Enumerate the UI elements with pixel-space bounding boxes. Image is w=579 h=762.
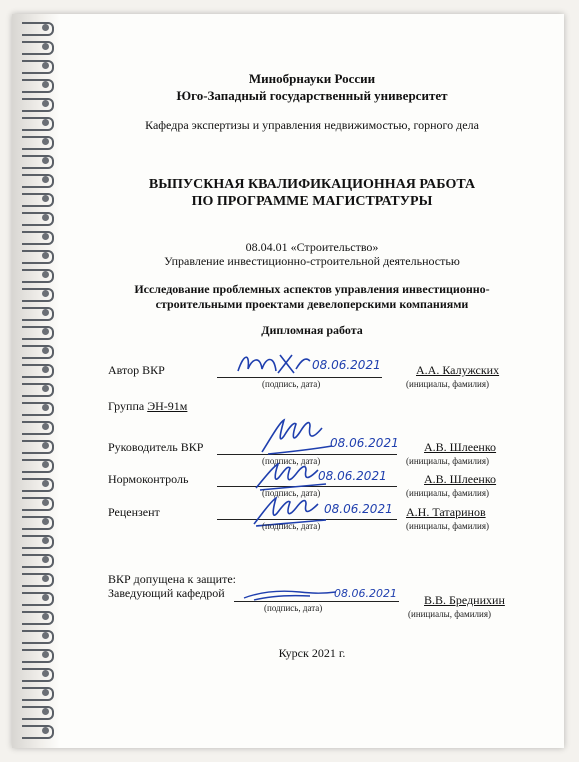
binding-ring bbox=[22, 269, 54, 283]
binding-hole bbox=[42, 290, 49, 297]
binding-ring bbox=[22, 421, 54, 435]
binding-ring bbox=[22, 516, 54, 530]
signature-date: 08.06.2021 bbox=[318, 469, 387, 483]
signature-date-hint: (подпись, дата) bbox=[262, 379, 321, 389]
binding-ring bbox=[22, 706, 54, 720]
binding-ring bbox=[22, 459, 54, 473]
binding-hole bbox=[42, 461, 49, 468]
binding-ring bbox=[22, 136, 54, 150]
binding-ring bbox=[22, 231, 54, 245]
topic-line-2: строительными проектами девелоперскими компаниями bbox=[155, 297, 469, 311]
group-value: ЭН-91м bbox=[147, 399, 188, 413]
binding-hole bbox=[42, 613, 49, 620]
binding-hole bbox=[42, 537, 49, 544]
supervisor-name: А.В. Шлеенко bbox=[424, 440, 497, 454]
signature-date: 08.06.2021 bbox=[312, 358, 381, 372]
binding-ring bbox=[22, 668, 54, 682]
binding-hole bbox=[42, 195, 49, 202]
work-type: Дипломная работа bbox=[261, 323, 363, 337]
binding-hole bbox=[42, 632, 49, 639]
binding-ring bbox=[22, 288, 54, 302]
role-author: Автор ВКР bbox=[108, 363, 165, 377]
admission-line-1: ВКР допущена к защите: bbox=[108, 572, 236, 586]
author-name: А.А. Калужских bbox=[416, 363, 500, 377]
binding-ring bbox=[22, 212, 54, 226]
binding-ring bbox=[22, 79, 54, 93]
title-line-2: ПО ПРОГРАММЕ МАГИСТРАТУРЫ bbox=[191, 194, 433, 209]
binding-hole bbox=[42, 138, 49, 145]
binding-hole bbox=[42, 594, 49, 601]
binding-hole bbox=[42, 670, 49, 677]
binding-ring bbox=[22, 193, 54, 207]
signature-date: 08.06.2021 bbox=[324, 502, 393, 516]
binding-hole bbox=[42, 480, 49, 487]
handwritten-signature bbox=[240, 580, 340, 604]
signature-date-hint: (подпись, дата) bbox=[262, 488, 321, 498]
binding-ring bbox=[22, 326, 54, 340]
binding-hole bbox=[42, 385, 49, 392]
signature-date-hint: (подпись, дата) bbox=[262, 456, 321, 466]
binding-ring bbox=[22, 497, 54, 511]
binding-hole bbox=[42, 214, 49, 221]
binding-ring bbox=[22, 630, 54, 644]
signature-date: 08.06.2021 bbox=[330, 436, 399, 450]
handwritten-signature bbox=[258, 416, 338, 456]
title-line-1: ВЫПУСКНАЯ КВАЛИФИКАЦИОННАЯ РАБОТА bbox=[148, 177, 476, 192]
handwritten-signature bbox=[234, 349, 314, 379]
binding-ring bbox=[22, 364, 54, 378]
binding-hole bbox=[42, 423, 49, 430]
binding-hole bbox=[42, 309, 49, 316]
binding-ring bbox=[22, 554, 54, 568]
binding-ring bbox=[22, 440, 54, 454]
binding-hole bbox=[42, 575, 49, 582]
binding-hole bbox=[42, 556, 49, 563]
group-field bbox=[108, 399, 187, 414]
binding-ring bbox=[22, 687, 54, 701]
head-name: В.В. Бреднихин bbox=[424, 593, 505, 607]
binding-ring bbox=[22, 174, 54, 188]
initials-hint: (инициалы, фамилия) bbox=[406, 488, 489, 498]
binding-hole bbox=[42, 24, 49, 31]
binding-hole bbox=[42, 727, 49, 734]
binding-ring bbox=[22, 383, 54, 397]
topic-line-1: Исследование проблемных аспектов управления инвестиционно- bbox=[134, 282, 490, 296]
binding-hole bbox=[42, 442, 49, 449]
binding-hole bbox=[42, 518, 49, 525]
role-reviewer: Рецензент bbox=[108, 505, 160, 519]
binding-ring bbox=[22, 98, 54, 112]
binding-hole bbox=[42, 366, 49, 373]
binding-ring bbox=[22, 592, 54, 606]
binding-ring bbox=[22, 649, 54, 663]
document-page bbox=[12, 14, 564, 748]
binding-ring bbox=[22, 611, 54, 625]
initials-hint: (инициалы, фамилия) bbox=[406, 456, 489, 466]
binding-ring bbox=[22, 535, 54, 549]
binding-hole bbox=[42, 328, 49, 335]
binding-hole bbox=[42, 708, 49, 715]
signature-date-hint: (подпись, дата) bbox=[262, 521, 321, 531]
university-name: Юго-Западный государственный университет bbox=[176, 88, 448, 103]
ministry-name: Минобрнауки России bbox=[248, 71, 376, 86]
binding-hole bbox=[42, 176, 49, 183]
binding-ring bbox=[22, 22, 54, 36]
binding-hole bbox=[42, 651, 49, 658]
signature-date: 08.06.2021 bbox=[334, 587, 397, 600]
initials-hint: (инициалы, фамилия) bbox=[408, 609, 491, 619]
program-profile: Управление инвестиционно-строительной деятельностью bbox=[164, 254, 460, 268]
role-supervisor: Руководитель ВКР bbox=[108, 440, 204, 454]
initials-hint: (инициалы, фамилия) bbox=[406, 379, 489, 389]
binding-ring bbox=[22, 725, 54, 739]
binding-ring bbox=[22, 307, 54, 321]
binding-hole bbox=[42, 499, 49, 506]
binding-hole bbox=[42, 100, 49, 107]
norm-control-name: А.В. Шлеенко bbox=[424, 472, 497, 486]
binding-hole bbox=[42, 271, 49, 278]
binding-ring bbox=[22, 402, 54, 416]
binding-ring bbox=[22, 41, 54, 55]
binding-hole bbox=[42, 157, 49, 164]
binding-ring bbox=[22, 60, 54, 74]
reviewer-name: А.Н. Татаринов bbox=[406, 505, 486, 519]
binding-ring bbox=[22, 250, 54, 264]
department-name: Кафедра экспертизы и управления недвижимостью, горного дела bbox=[145, 118, 479, 132]
group-label: Группа bbox=[108, 399, 145, 413]
binding-spine bbox=[12, 14, 60, 748]
binding-ring bbox=[22, 155, 54, 169]
head-of-department-label: Заведующий кафедрой bbox=[108, 586, 225, 600]
binding-hole bbox=[42, 689, 49, 696]
program-code: 08.04.01 «Строительство» bbox=[245, 240, 379, 254]
binding-ring bbox=[22, 345, 54, 359]
binding-hole bbox=[42, 119, 49, 126]
binding-hole bbox=[42, 43, 49, 50]
binding-hole bbox=[42, 81, 49, 88]
binding-hole bbox=[42, 233, 49, 240]
binding-ring bbox=[22, 117, 54, 131]
binding-hole bbox=[42, 347, 49, 354]
binding-hole bbox=[42, 62, 49, 69]
initials-hint: (инициалы, фамилия) bbox=[406, 521, 489, 531]
binding-ring bbox=[22, 478, 54, 492]
binding-hole bbox=[42, 252, 49, 259]
footer-city-year: Курск 2021 г. bbox=[278, 646, 346, 660]
binding-hole bbox=[42, 404, 49, 411]
signature-date-hint: (подпись, дата) bbox=[264, 603, 323, 613]
binding-ring bbox=[22, 573, 54, 587]
role-norm-control: Нормоконтроль bbox=[108, 472, 189, 486]
